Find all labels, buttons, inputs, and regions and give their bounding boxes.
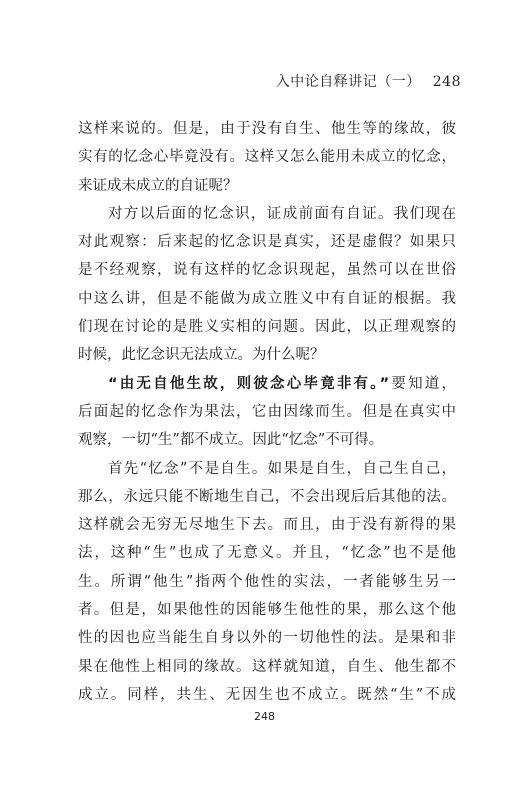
text-line: 那么，永远只能不断地生自己，不会出现后后其他的法。 (78, 488, 456, 505)
text-line: 对方以后面的忆念识，证成前面有自证。我们现在 (108, 205, 456, 222)
text-line: 这样就会无穷无尽地生下去。而且，由于没有新得的果 (78, 517, 456, 534)
page-footer-number: 248 (254, 710, 275, 723)
running-header (276, 71, 461, 91)
text-line: 生。所谓“他生”指两个他性的实法，一者能够生另一 (78, 573, 456, 590)
running-header-title: 入中论自释讲记（一） (275, 74, 421, 90)
text-line: 这样来说的。但是，由于没有自生、他生等的缘故，彼 (78, 121, 456, 137)
verse-continuation: 要知道， (389, 375, 456, 392)
text-line: 者。但是，如果他性的因能够生他性的果，那么这个他 (78, 602, 456, 619)
text-line: 后面起的忆念作为果法，它由因缘而生。但是在真实中 (78, 403, 456, 420)
text-line: 实有的忆念心毕竟没有。这样又怎么能用未成立的忆念， (78, 149, 456, 166)
text-line: 时候，此忆念识无法成立。为什么呢？ (78, 347, 325, 364)
text-line: 是不经观察，说有这样的忆念识现起，虽然可以在世俗 (78, 262, 456, 279)
text-line: 性的因也应当能生自身以外的一切他性的法。是果和非 (78, 630, 456, 647)
text-line: 法，这种“生”也成了无意义。并且，“忆念”也不是他 (78, 545, 456, 562)
verse-quote: “由无自他生故，则彼念心毕竟非有。” (108, 375, 390, 392)
text-line: 果在他性上相同的缘故。这样就知道，自生、他生都不 (78, 658, 456, 675)
text-line: 对此观察：后来起的忆念识是真实，还是虚假？如果只 (78, 234, 456, 251)
text-line: 观察，一切“生”都不成立。因此“忆念”不可得。 (78, 432, 384, 449)
text-line: 中这么讲，但是不能做为成立胜义中有自证的根据。我 (78, 290, 456, 307)
text-line: 成立。同样，共生、无因生也不成立。既然“生”不成 (78, 686, 456, 703)
text-line: 首先“忆念”不是自生。如果是自生，自己生自己， (108, 460, 456, 477)
running-header-page-number: 248 (432, 74, 461, 90)
text-line: 来证成未成立的自证呢？ (78, 177, 238, 194)
text-line (78, 370, 456, 398)
text-line: 们现在讨论的是胜义实相的问题。因此，以正理观察的 (78, 319, 456, 336)
body-text (78, 115, 456, 709)
